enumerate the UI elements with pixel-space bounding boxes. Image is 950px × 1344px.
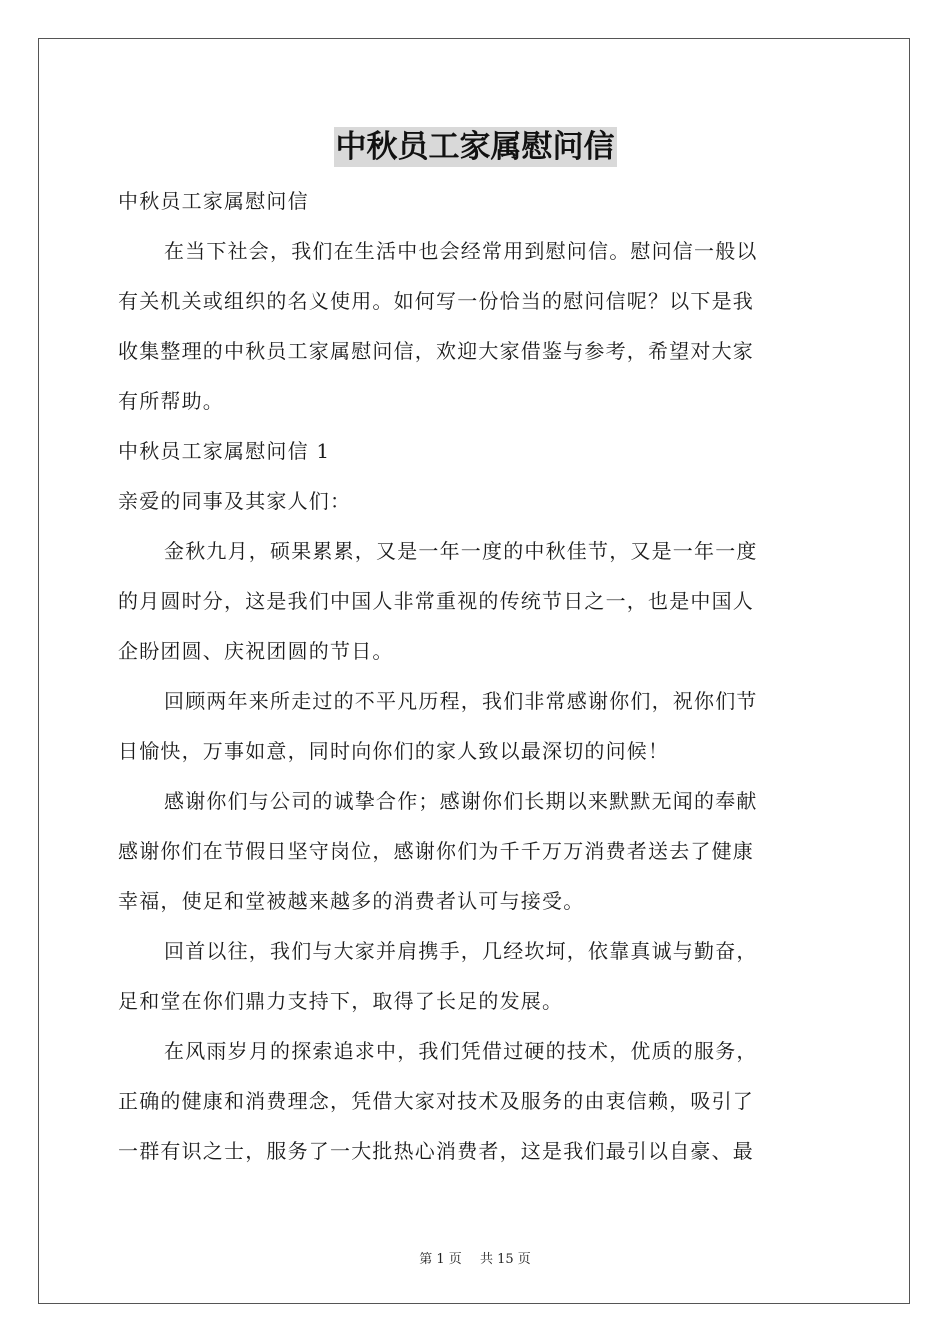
page-total: 共 15 页	[479, 1252, 531, 1267]
text-line: 有所帮助。	[118, 389, 224, 413]
page-footer	[0, 1248, 950, 1267]
page-number: 第 1 页	[419, 1252, 462, 1267]
text-line: 一群有识之士，服务了一大批热心消费者，这是我们最引以自豪、最	[118, 1139, 754, 1163]
text-line: 在当下社会，我们在生活中也会经常用到慰问信。慰问信一般以	[164, 239, 758, 263]
text-line: 幸福，使足和堂被越来越多的消费者认可与接受。	[118, 889, 585, 913]
text-line: 在风雨岁月的探索追求中，我们凭借过硬的技术，优质的服务，	[164, 1039, 758, 1063]
text-line: 有关机关或组织的名义使用。如何写一份恰当的慰问信呢？以下是我	[118, 289, 754, 313]
text-line: 中秋员工家属慰问信 1	[118, 439, 331, 463]
text-line: 回顾两年来所走过的不平凡历程，我们非常感谢你们，祝你们节	[164, 689, 758, 713]
text-line: 收集整理的中秋员工家属慰问信，欢迎大家借鉴与参考，希望对大家	[118, 339, 754, 363]
text-line: 金秋九月，硕果累累，又是一年一度的中秋佳节，又是一年一度	[164, 539, 758, 563]
text-line: 正确的健康和消费理念，凭借大家对技术及服务的由衷信赖，吸引了	[118, 1089, 754, 1113]
text-line: 企盼团圆、庆祝团圆的节日。	[118, 639, 394, 663]
text-line: 亲爱的同事及其家人们：	[118, 489, 352, 513]
text-line: 的月圆时分，这是我们中国人非常重视的传统节日之一，也是中国人	[118, 589, 754, 613]
text-line: 中秋员工家属慰问信	[118, 189, 309, 213]
text-line: 日愉快，万事如意，同时向你们的家人致以最深切的问候！	[118, 739, 670, 763]
text-line: 回首以往，我们与大家并肩携手，几经坎坷，依靠真诚与勤奋，	[164, 939, 758, 963]
document-body	[118, 176, 834, 1176]
text-line: 感谢你们与公司的诚挚合作；感谢你们长期以来默默无闻的奉献	[164, 789, 758, 813]
document-title: 中秋员工家属慰问信	[335, 129, 615, 165]
title-container	[0, 127, 950, 167]
text-line: 足和堂在你们鼎力支持下，取得了长足的发展。	[118, 989, 564, 1013]
text-line: 感谢你们在节假日坚守岗位，感谢你们为千千万万消费者送去了健康	[118, 839, 754, 863]
